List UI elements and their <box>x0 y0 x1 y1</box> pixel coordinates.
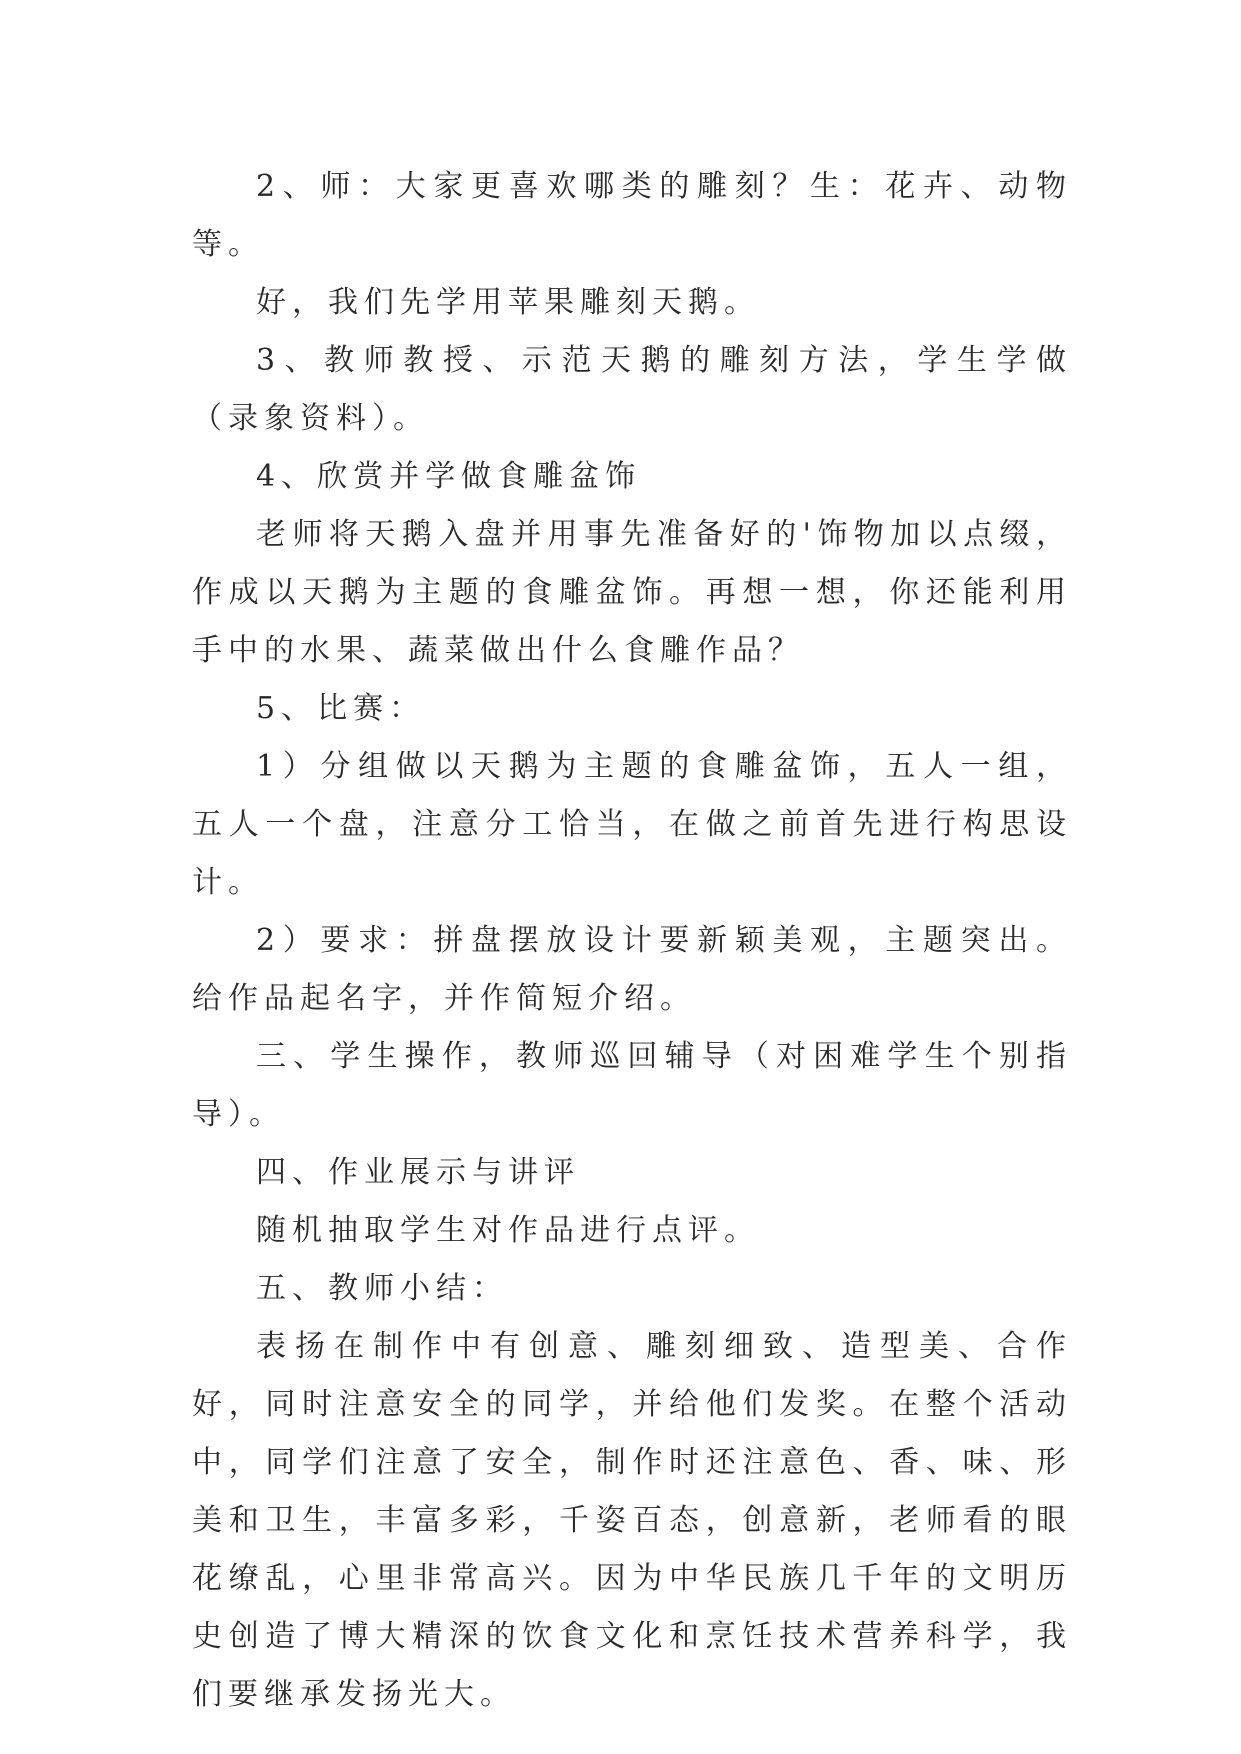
paragraph: 1）分组做以天鹅为主题的食雕盆饰，五人一组，五人一个盘，注意分工恰当，在做之前首先进行构思设计。 <box>192 749 1072 900</box>
paragraph: 四、作业展示与讲评 <box>256 1155 580 1190</box>
paragraph: 五、教师小结： <box>256 1271 508 1306</box>
paragraph: 好，我们先学用苹果雕刻天鹅。 <box>256 285 760 320</box>
paragraph: 老师将天鹅入盘并用事先准备好的'饰物加以点缀，作成以天鹅为主题的食雕盆饰。再想一想，你还能利用手中的水果、蔬菜做出什么食雕作品？ <box>192 517 1072 668</box>
paragraph: 三、学生操作，教师巡回辅导（对困难学生个别指导）。 <box>192 1039 1072 1132</box>
paragraph: 3、教师教授、示范天鹅的雕刻方法，学生学做（录象资料）。 <box>192 343 1072 436</box>
paragraph: 5、比赛： <box>256 691 426 726</box>
paragraph: 随机抽取学生对作品进行点评。 <box>256 1213 760 1248</box>
paragraph: 2、师：大家更喜欢哪类的雕刻？生：花卉、动物等。 <box>192 169 1072 262</box>
paragraph: 4、欣赏并学做食雕盆饰 <box>256 459 642 494</box>
document-body <box>192 158 1072 1724</box>
paragraph: 2）要求：拼盘摆放设计要新颖美观，主题突出。给作品起名字，并作简短介绍。 <box>192 923 1072 1016</box>
paragraph: 表扬在制作中有创意、雕刻细致、造型美、合作好，同时注意安全的同学，并给他们发奖。在整个活动中，同学们注意了安全，制作时还注意色、香、味、形美和卫生，丰富多彩，千姿百态，创意新，老师看的眼花缭乱，心里非常高兴。因为中华民族几千年的文明历史创造了博大精深的饮食文化和烹饪技术营养科学，我们要继承发扬光大。 <box>192 1329 1072 1712</box>
